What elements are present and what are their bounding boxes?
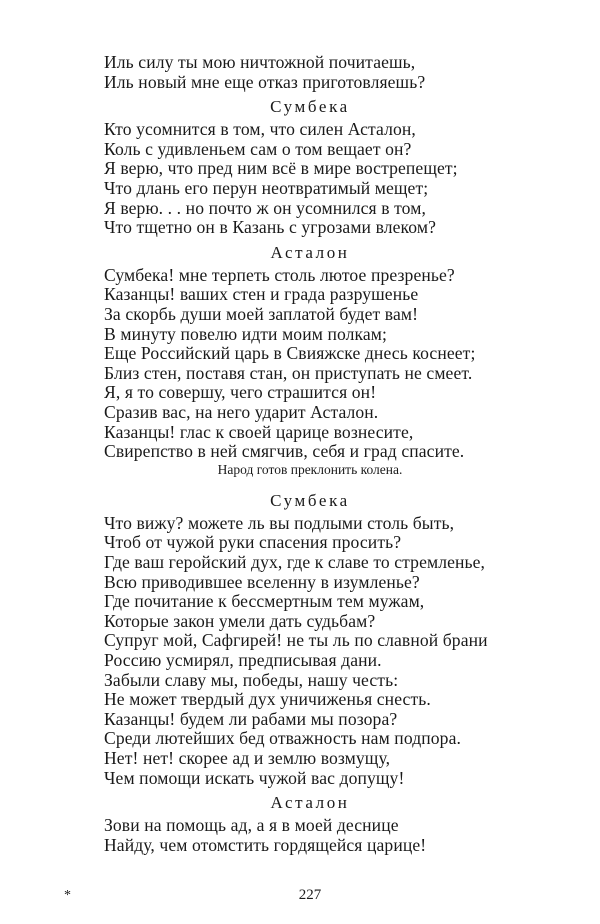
- speaker-name: Сумбека: [270, 97, 350, 117]
- verse-line: Среди лютейших бед отважность нам подпора.: [104, 728, 461, 749]
- verse-line: Забыли славу мы, победы, нашу честь:: [104, 669, 399, 690]
- verse-line: Еще Российский царь в Свияжске днесь коснеет;: [104, 343, 476, 364]
- verse-line: Что длань его перун неотвратимый мещет;: [104, 178, 429, 198]
- page-number: 227: [298, 887, 322, 903]
- verse-line: Я верю. . . но почто ж он усомнился в том,: [104, 197, 426, 218]
- verse-line: Что вижу? можете ль вы подлыми столь быть,: [104, 512, 455, 533]
- verse-line: Казанцы! глас к своей царице вознесите,: [104, 421, 414, 442]
- verse-line: Где ваш геройский дух, где к славе то стремленье,: [104, 552, 486, 572]
- verse-line: Найду, чем отомстить гордящейся царице!: [104, 834, 427, 855]
- speaker-name: Асталон: [270, 242, 350, 262]
- verse-line: Кто усомнится в том, что силен Асталон,: [104, 119, 416, 140]
- verse-line: Россию усмирял, предписывая дани.: [104, 650, 382, 670]
- verse-line: Свирепство в ней смягчив, себя и град спасите.: [104, 441, 465, 462]
- verse-line: В минуту повелю идти моим полкам;: [104, 323, 388, 344]
- verse-line: Всю приводившее вселенну в изумленье?: [104, 571, 420, 592]
- verse-line: Что тщетно он в Казань с угрозами влеком?: [104, 217, 436, 238]
- verse-line: Супруг мой, Сафгирей! не ты ль по славной брани: [104, 630, 488, 651]
- speaker-name: Асталон: [270, 793, 350, 813]
- verse-line: Иль новый мне еще отказ приготовляешь?: [104, 71, 426, 92]
- verse-line: Я верю, что пред ним всё в мире вострепещет;: [104, 158, 458, 179]
- verse-line: Иль силу ты мою ничтожной почитаешь,: [104, 52, 416, 72]
- verse-line: Чтоб от чужой руки спасения просить?: [104, 532, 402, 553]
- stage-direction: Народ готов преклонить колена.: [217, 461, 403, 477]
- verse-line: Коль с удивленьем сам о том вещает он?: [104, 138, 412, 159]
- verse-line: Сразив вас, на него ударит Асталон.: [104, 402, 379, 422]
- verse-line: Где почитание к бессмертным тем мужам,: [104, 591, 425, 612]
- verse-line: Нет! нет! скорее ад и землю возмущу,: [104, 748, 391, 768]
- verse-line: Казанцы! будем ли рабами мы позора?: [104, 708, 398, 729]
- verse-line: Сумбека! мне терпеть столь лютое презренье?: [104, 264, 455, 285]
- footnote-mark: *: [64, 888, 71, 903]
- verse-line: Которые закон умели дать судьбам?: [104, 610, 376, 631]
- verse-line: Казанцы! ваших стен и града разрушенье: [104, 284, 419, 305]
- verse-line: Чем помощи искать чужой вас допущу!: [104, 767, 405, 788]
- verse-line: Не может твердый дух уничиженья снесть.: [104, 689, 431, 710]
- verse-line: Близ стен, поставя стан, он приступать не смеет.: [104, 362, 473, 383]
- verse-line: За скорбь души моей заплатой будет вам!: [104, 304, 419, 324]
- verse-line: Зови на помощь ад, а я в моей деснице: [104, 815, 399, 836]
- speaker-name: Сумбека: [270, 490, 350, 510]
- verse-line: Я, я то совершу, чего страшится он!: [104, 382, 377, 403]
